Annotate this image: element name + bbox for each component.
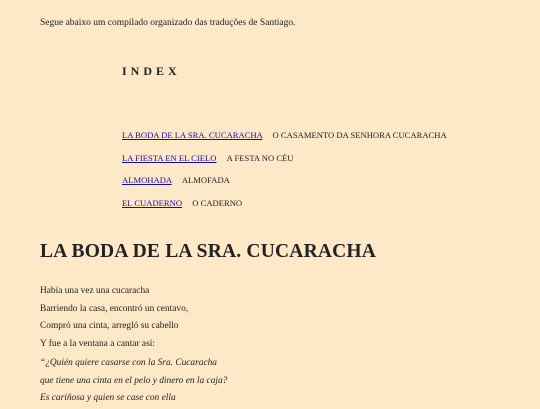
index-link-la-boda[interactable]: LA BODA DE LA SRA. CUCARACHA <box>122 130 263 140</box>
verse-line: Había una vez una cucaracha <box>40 286 150 296</box>
stanza-1 <box>40 284 188 354</box>
verse-line: Barriendo la casa, encontró un centavo, <box>40 303 189 314</box>
index-heading: INDEX <box>122 64 181 78</box>
index-translation: O CADERNO <box>192 197 243 208</box>
verse-line: “¿Quién quiere casarse con la Sra. Cucaracha <box>40 358 217 368</box>
index-link-la-fiesta[interactable]: LA FIESTA EN EL CIELO <box>122 152 217 163</box>
verse-line: Es cariñosa y quien se case con ella <box>40 393 176 403</box>
index-link-almohada[interactable]: ALMOHADA <box>122 175 172 185</box>
index-list <box>122 128 447 218</box>
index-link-el-cuaderno[interactable]: EL CUADERNO <box>122 197 183 208</box>
index-item <box>122 128 447 151</box>
intro-text: Segue abaixo um compilado organizado das traduções de Santiago. <box>40 18 296 28</box>
index-item <box>122 151 447 174</box>
verse-line: que tiene una cinta en el pelo y dinero en la caja? <box>40 375 228 386</box>
index-item <box>122 173 447 196</box>
verse-line: Compró una cinta, arregló su cabello <box>40 321 179 331</box>
index-translation: O CASAMENTO DA SENHORA CUCARACHA <box>272 130 447 140</box>
story-title: LA BODA DE LA SRA. CUCARACHA <box>40 241 377 262</box>
stanza-2 <box>40 356 227 409</box>
index-translation: ALMOFADA <box>181 175 230 185</box>
index-translation: A FESTA NO CÉU <box>226 152 294 163</box>
verse-line: Y fue a la ventana a cantar así: <box>40 338 155 349</box>
index-item <box>122 196 447 219</box>
